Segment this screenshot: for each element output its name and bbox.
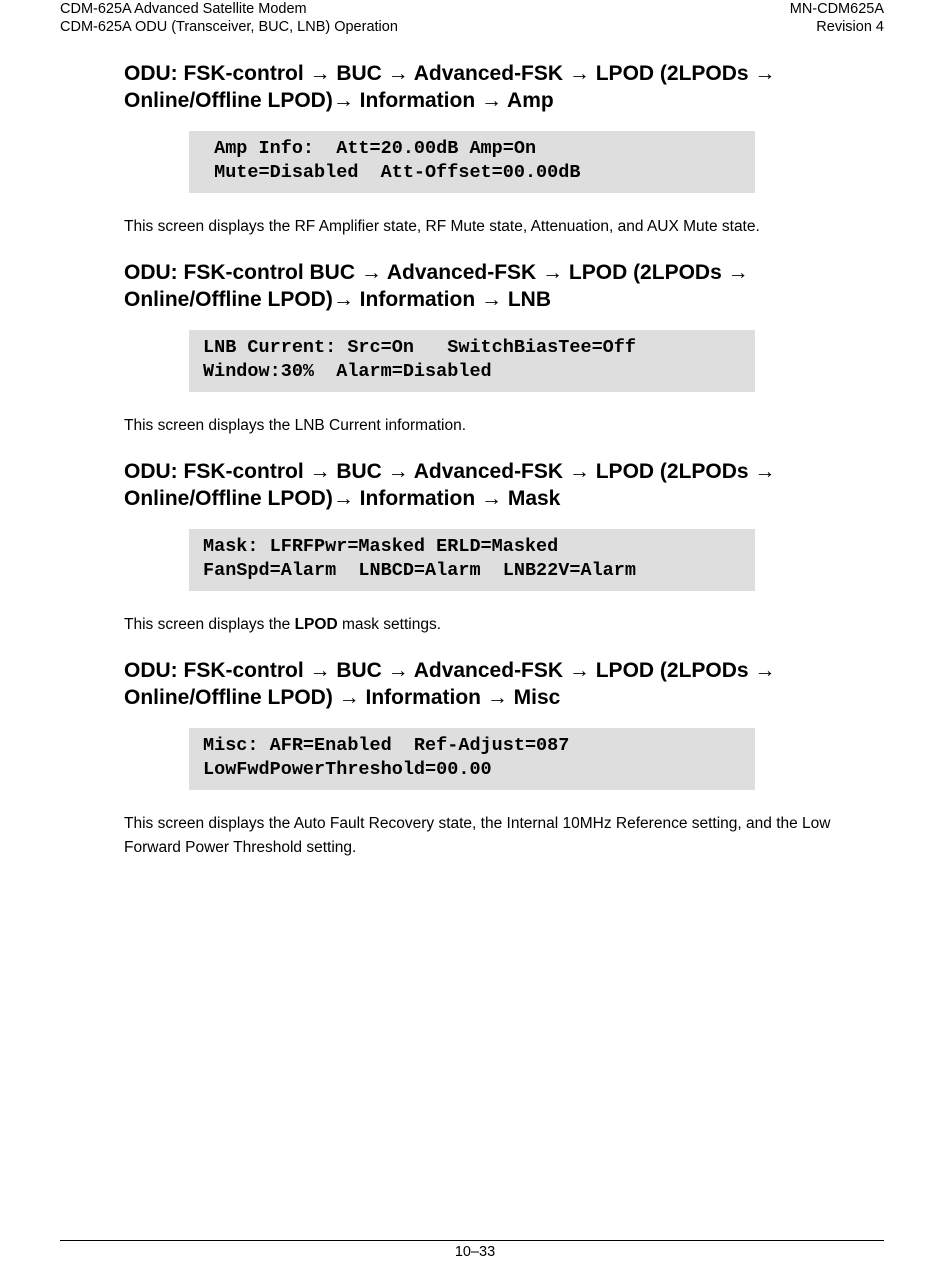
header-doc-title: CDM-625A Advanced Satellite Modem bbox=[60, 1, 307, 17]
section-heading-line: Online/Offline LPOD)→ Information → Amp bbox=[124, 89, 554, 112]
section-misc bbox=[124, 657, 864, 860]
section-heading-line: ODU: FSK-control BUC → Advanced-FSK → LPOD (2LPODs → bbox=[124, 261, 749, 284]
lcd-line: FanSpd=Alarm LNBCD=Alarm LNB22V=Alarm bbox=[203, 560, 636, 581]
section-heading bbox=[124, 259, 864, 313]
header-chapter-title: CDM-625A ODU (Transceiver, BUC, LNB) Operation bbox=[60, 19, 398, 35]
lcd-screen-display bbox=[189, 529, 755, 591]
footer-divider bbox=[60, 1240, 884, 1241]
section-heading-line: ODU: FSK-control → BUC → Advanced-FSK → LPOD (2LPODs → bbox=[124, 659, 776, 682]
section-heading bbox=[124, 458, 864, 512]
lcd-line: Amp Info: Att=20.00dB Amp=On bbox=[203, 138, 537, 159]
description-bold-term: LPOD bbox=[294, 616, 338, 633]
section-mask bbox=[124, 458, 864, 637]
lcd-line: LNB Current: Src=On SwitchBiasTee=Off bbox=[203, 337, 636, 358]
page-body bbox=[124, 60, 864, 860]
section-amp bbox=[124, 60, 864, 239]
header-revision: Revision 4 bbox=[816, 19, 884, 35]
header-left bbox=[60, 0, 398, 36]
lcd-screen-display bbox=[189, 131, 755, 193]
section-lnb bbox=[124, 259, 864, 438]
lcd-line: Mute=Disabled Att-Offset=00.00dB bbox=[203, 162, 581, 183]
section-description bbox=[124, 613, 864, 637]
description-text: This screen displays the bbox=[124, 616, 295, 633]
section-heading-line: ODU: FSK-control → BUC → Advanced-FSK → LPOD (2LPODs → bbox=[124, 62, 776, 85]
lcd-screen-display bbox=[189, 728, 755, 790]
section-description: This screen displays the RF Amplifier state, RF Mute state, Attenuation, and AUX Mute state. bbox=[124, 218, 760, 235]
lcd-line: Window:30% Alarm=Disabled bbox=[203, 361, 492, 382]
section-heading-line: Online/Offline LPOD)→ Information → Mask bbox=[124, 487, 561, 510]
header-right bbox=[790, 0, 884, 36]
section-heading-line: Online/Offline LPOD) → Information → Misc bbox=[124, 686, 561, 709]
section-heading-line: Online/Offline LPOD)→ Information → LNB bbox=[124, 288, 551, 311]
description-text: mask settings. bbox=[337, 616, 442, 633]
lcd-line: Mask: LFRFPwr=Masked ERLD=Masked bbox=[203, 536, 559, 557]
header-manual-number: MN-CDM625A bbox=[789, 1, 884, 17]
section-description: This screen displays the Auto Fault Recovery state, the Internal 10MHz Reference setting, and the Low Forward Power Threshold setting. bbox=[124, 815, 831, 856]
lcd-line: Misc: AFR=Enabled Ref-Adjust=087 bbox=[203, 735, 570, 756]
lcd-line: LowFwdPowerThreshold=00.00 bbox=[203, 759, 492, 780]
lcd-screen-display bbox=[189, 330, 755, 392]
section-heading bbox=[124, 657, 864, 711]
section-heading-line: ODU: FSK-control → BUC → Advanced-FSK → LPOD (2LPODs → bbox=[124, 460, 776, 483]
page-number: 10–33 bbox=[454, 1244, 496, 1260]
section-description: This screen displays the LNB Current information. bbox=[124, 417, 467, 434]
section-heading bbox=[124, 60, 864, 114]
